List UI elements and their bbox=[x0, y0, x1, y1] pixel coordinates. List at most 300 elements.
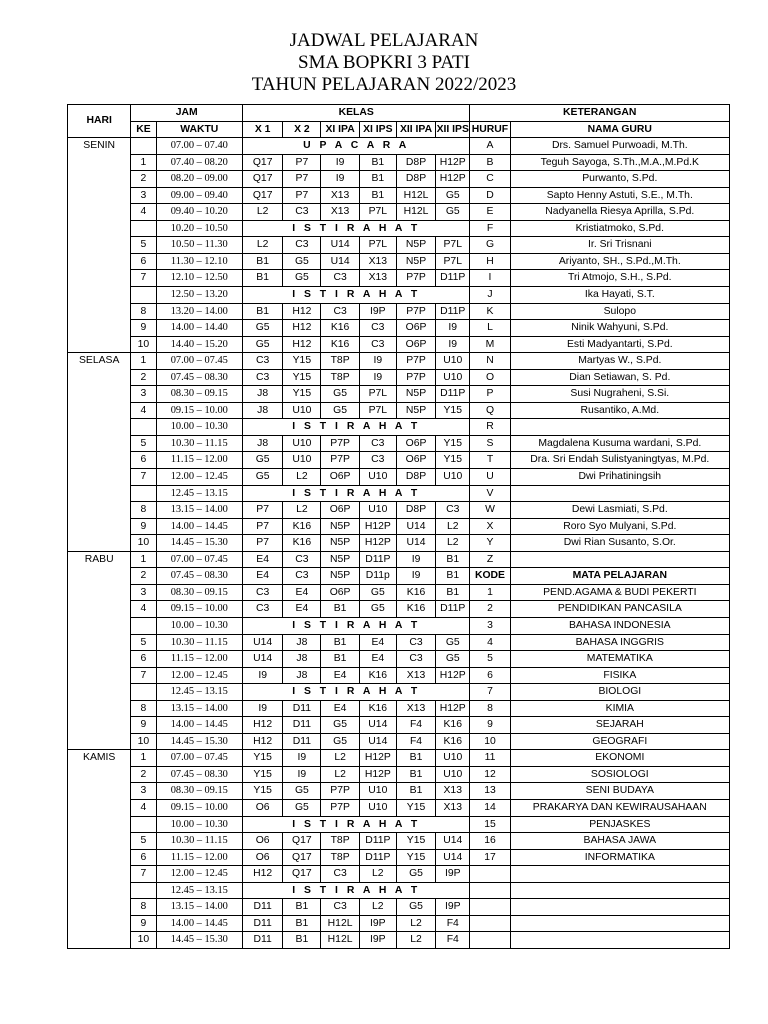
class-cell: E4 bbox=[243, 551, 283, 568]
table-row bbox=[68, 932, 730, 949]
table-row bbox=[68, 816, 730, 833]
table-row bbox=[68, 402, 730, 419]
teacher-code: B bbox=[470, 154, 510, 171]
period-number: 3 bbox=[131, 783, 156, 800]
class-cell: O6 bbox=[243, 849, 283, 866]
subject-name: PENDIDIKAN PANCASILA bbox=[510, 601, 729, 618]
period-time: 13.15 – 14.00 bbox=[156, 899, 243, 916]
break-label: I S T I R A H A T bbox=[243, 617, 470, 634]
class-cell: P7 bbox=[283, 154, 321, 171]
class-cell: C3 bbox=[321, 899, 359, 916]
class-cell: T8P bbox=[321, 849, 359, 866]
class-cell: J8 bbox=[243, 386, 283, 403]
class-cell: I9 bbox=[359, 353, 396, 370]
class-cell: Y15 bbox=[396, 799, 435, 816]
teacher-code: T bbox=[470, 452, 510, 469]
class-cell: X13 bbox=[436, 799, 470, 816]
class-cell: D8P bbox=[396, 171, 435, 188]
class-cell: P7 bbox=[243, 518, 283, 535]
class-cell: X13 bbox=[436, 783, 470, 800]
class-cell: B1 bbox=[283, 899, 321, 916]
class-cell: C3 bbox=[283, 551, 321, 568]
table-row bbox=[68, 882, 730, 899]
class-cell: T8P bbox=[321, 833, 359, 850]
class-cell: N5P bbox=[321, 551, 359, 568]
table-row bbox=[68, 750, 730, 767]
period-time: 14.00 – 14.45 bbox=[156, 518, 243, 535]
class-cell: C3 bbox=[321, 866, 359, 883]
class-cell: P7 bbox=[243, 535, 283, 552]
subject-code: 1 bbox=[470, 584, 510, 601]
day-label: SELASA bbox=[68, 353, 131, 552]
table-row bbox=[68, 684, 730, 701]
class-cell: N5P bbox=[321, 518, 359, 535]
class-cell: X13 bbox=[321, 187, 359, 204]
subject-code: 10 bbox=[470, 733, 510, 750]
period-number: 4 bbox=[131, 601, 156, 618]
table-row bbox=[68, 154, 730, 171]
class-cell: G5 bbox=[436, 651, 470, 668]
subject-code: 16 bbox=[470, 833, 510, 850]
class-cell: L2 bbox=[283, 502, 321, 519]
teacher-code: R bbox=[470, 419, 510, 436]
period-time: 14.00 – 14.45 bbox=[156, 717, 243, 734]
class-cell: C3 bbox=[396, 634, 435, 651]
period-number: 8 bbox=[131, 303, 156, 320]
table-row bbox=[68, 601, 730, 618]
break-label: I S T I R A H A T bbox=[243, 287, 470, 304]
class-cell: J8 bbox=[283, 651, 321, 668]
period-number: 3 bbox=[131, 584, 156, 601]
class-cell: G5 bbox=[359, 601, 396, 618]
break-label: I S T I R A H A T bbox=[243, 419, 470, 436]
period-number: 10 bbox=[131, 733, 156, 750]
class-cell: D11p bbox=[359, 568, 396, 585]
table-row bbox=[68, 469, 730, 486]
break-label: I S T I R A H A T bbox=[243, 882, 470, 899]
class-cell: E4 bbox=[283, 601, 321, 618]
class-cell: P7L bbox=[359, 386, 396, 403]
period-time: 08.30 – 09.15 bbox=[156, 584, 243, 601]
table-row bbox=[68, 138, 730, 155]
class-cell: Q17 bbox=[243, 171, 283, 188]
teacher-code: V bbox=[470, 485, 510, 502]
period-time: 07.45 – 08.30 bbox=[156, 766, 243, 783]
class-cell: B1 bbox=[283, 932, 321, 949]
class-cell: L2 bbox=[321, 750, 359, 767]
period-time: 14.45 – 15.30 bbox=[156, 535, 243, 552]
period-number bbox=[131, 684, 156, 701]
class-cell: D8P bbox=[396, 154, 435, 171]
empty-cell bbox=[510, 932, 729, 949]
table-row bbox=[68, 535, 730, 552]
teacher-name: Dra. Sri Endah Sulistyaningtyas, M.Pd. bbox=[510, 452, 729, 469]
class-cell: H12 bbox=[283, 303, 321, 320]
table-row bbox=[68, 452, 730, 469]
period-time: 14.00 – 14.40 bbox=[156, 320, 243, 337]
table-row bbox=[68, 733, 730, 750]
teacher-code: Q bbox=[470, 402, 510, 419]
class-cell: U14 bbox=[321, 253, 359, 270]
teacher-name: Nadyanella Riesya Aprilla, S.Pd. bbox=[510, 204, 729, 221]
table-row bbox=[68, 320, 730, 337]
class-cell: U14 bbox=[321, 237, 359, 254]
empty-cell bbox=[470, 932, 510, 949]
period-number: 5 bbox=[131, 634, 156, 651]
class-cell: B1 bbox=[396, 766, 435, 783]
teacher-code: J bbox=[470, 287, 510, 304]
class-cell: X13 bbox=[396, 700, 435, 717]
class-cell: D11 bbox=[243, 915, 283, 932]
table-row bbox=[68, 766, 730, 783]
class-cell: Q17 bbox=[283, 849, 321, 866]
period-time: 12.00 – 12.45 bbox=[156, 866, 243, 883]
table-row bbox=[68, 435, 730, 452]
teacher-code: S bbox=[470, 435, 510, 452]
period-time: 07.45 – 08.30 bbox=[156, 369, 243, 386]
subject-name: INFORMATIKA bbox=[510, 849, 729, 866]
period-time: 11.30 – 12.10 bbox=[156, 253, 243, 270]
class-cell: C3 bbox=[359, 452, 396, 469]
table-row bbox=[68, 204, 730, 221]
subject-code: 12 bbox=[470, 766, 510, 783]
teacher-code: K bbox=[470, 303, 510, 320]
period-time: 07.45 – 08.30 bbox=[156, 568, 243, 585]
table-row bbox=[68, 915, 730, 932]
subject-code: 3 bbox=[470, 617, 510, 634]
class-cell: U10 bbox=[359, 469, 396, 486]
class-cell: P7L bbox=[436, 253, 470, 270]
class-cell: J8 bbox=[283, 634, 321, 651]
teacher-code: X bbox=[470, 518, 510, 535]
day-label: SENIN bbox=[68, 138, 131, 353]
table-row bbox=[68, 783, 730, 800]
period-number: 1 bbox=[131, 154, 156, 171]
period-time: 10.30 – 11.15 bbox=[156, 435, 243, 452]
period-time: 11.15 – 12.00 bbox=[156, 849, 243, 866]
class-cell: G5 bbox=[396, 866, 435, 883]
class-cell: C3 bbox=[359, 320, 396, 337]
class-cell: B1 bbox=[359, 171, 396, 188]
class-cell: H12P bbox=[436, 154, 470, 171]
teacher-code: D bbox=[470, 187, 510, 204]
class-cell: K16 bbox=[283, 535, 321, 552]
subject-name: MATEMATIKA bbox=[510, 651, 729, 668]
class-cell: D11P bbox=[359, 833, 396, 850]
break-label: I S T I R A H A T bbox=[243, 220, 470, 237]
period-number: 1 bbox=[131, 750, 156, 767]
subject-name: PRAKARYA DAN KEWIRAUSAHAAN bbox=[510, 799, 729, 816]
table-row bbox=[68, 799, 730, 816]
class-cell: N5P bbox=[396, 237, 435, 254]
period-number: 2 bbox=[131, 171, 156, 188]
class-cell: Y15 bbox=[243, 766, 283, 783]
teacher-name: Dian Setiawan, S. Pd. bbox=[510, 369, 729, 386]
header-class: XII IPA bbox=[396, 121, 435, 138]
teacher-code: C bbox=[470, 171, 510, 188]
empty-cell bbox=[510, 899, 729, 916]
class-cell: H12P bbox=[359, 518, 396, 535]
table-row bbox=[68, 866, 730, 883]
teacher-code: Z bbox=[470, 551, 510, 568]
class-cell: N5P bbox=[396, 402, 435, 419]
table-row bbox=[68, 386, 730, 403]
header-keterangan: KETERANGAN bbox=[470, 105, 730, 122]
class-cell: H12L bbox=[321, 915, 359, 932]
class-cell: B1 bbox=[396, 783, 435, 800]
document-title: JADWAL PELAJARAN bbox=[289, 30, 479, 51]
teacher-code: M bbox=[470, 336, 510, 353]
period-time: 07.00 – 07.45 bbox=[156, 353, 243, 370]
class-cell: T8P bbox=[321, 353, 359, 370]
table-row bbox=[68, 336, 730, 353]
class-cell: B1 bbox=[359, 187, 396, 204]
class-cell: G5 bbox=[243, 469, 283, 486]
class-cell: U10 bbox=[359, 502, 396, 519]
period-time: 12.45 – 13.15 bbox=[156, 485, 243, 502]
period-time: 09.15 – 10.00 bbox=[156, 601, 243, 618]
class-cell: U10 bbox=[436, 750, 470, 767]
period-number: 5 bbox=[131, 833, 156, 850]
class-cell: B1 bbox=[359, 154, 396, 171]
period-time: 12.45 – 13.15 bbox=[156, 882, 243, 899]
class-cell: H12P bbox=[359, 766, 396, 783]
class-cell: B1 bbox=[321, 634, 359, 651]
table-row bbox=[68, 419, 730, 436]
table-row bbox=[68, 303, 730, 320]
header-waktu: WAKTU bbox=[156, 121, 243, 138]
period-time: 14.45 – 15.30 bbox=[156, 733, 243, 750]
class-cell: C3 bbox=[243, 369, 283, 386]
class-cell: Q17 bbox=[243, 154, 283, 171]
table-row bbox=[68, 849, 730, 866]
class-cell: L2 bbox=[436, 535, 470, 552]
class-cell: D11 bbox=[283, 717, 321, 734]
class-cell: O6P bbox=[321, 469, 359, 486]
class-cell: O6P bbox=[396, 320, 435, 337]
teacher-name: Esti Madyantarti, S.Pd. bbox=[510, 336, 729, 353]
break-label: I S T I R A H A T bbox=[243, 816, 470, 833]
class-cell: C3 bbox=[283, 568, 321, 585]
class-cell: D8P bbox=[396, 502, 435, 519]
class-cell: G5 bbox=[321, 386, 359, 403]
empty-cell bbox=[470, 899, 510, 916]
class-cell: H12P bbox=[436, 700, 470, 717]
teacher-name: Ir. Sri Trisnani bbox=[510, 237, 729, 254]
class-cell: N5P bbox=[321, 568, 359, 585]
class-cell: U14 bbox=[359, 717, 396, 734]
class-cell: N5P bbox=[396, 253, 435, 270]
class-cell: U10 bbox=[436, 369, 470, 386]
period-number: 8 bbox=[131, 700, 156, 717]
period-number: 9 bbox=[131, 518, 156, 535]
class-cell: G5 bbox=[283, 799, 321, 816]
period-time: 09.00 – 09.40 bbox=[156, 187, 243, 204]
class-cell: D8P bbox=[396, 469, 435, 486]
teacher-name: Roro Syo Mulyani, S.Pd. bbox=[510, 518, 729, 535]
class-cell: G5 bbox=[283, 783, 321, 800]
subject-code: 5 bbox=[470, 651, 510, 668]
class-cell: O6P bbox=[396, 336, 435, 353]
class-cell: I9P bbox=[359, 303, 396, 320]
class-cell: U10 bbox=[436, 353, 470, 370]
teacher-code: F bbox=[470, 220, 510, 237]
subject-name: SOSIOLOGI bbox=[510, 766, 729, 783]
class-cell: U14 bbox=[396, 535, 435, 552]
class-cell: Y15 bbox=[283, 369, 321, 386]
header-mata-pelajaran: MATA PELAJARAN bbox=[510, 568, 729, 585]
class-cell: U14 bbox=[436, 833, 470, 850]
class-cell: H12 bbox=[243, 733, 283, 750]
class-cell: P7 bbox=[243, 502, 283, 519]
class-cell: I9 bbox=[436, 320, 470, 337]
class-cell: N5P bbox=[396, 386, 435, 403]
class-cell: Q17 bbox=[283, 866, 321, 883]
class-cell: P7P bbox=[321, 452, 359, 469]
school-name: SMA BOPKRI 3 PATI bbox=[298, 52, 470, 73]
empty-cell bbox=[470, 882, 510, 899]
period-number: 7 bbox=[131, 469, 156, 486]
empty-cell bbox=[470, 866, 510, 883]
period-time: 12.45 – 13.15 bbox=[156, 684, 243, 701]
class-cell: P7L bbox=[359, 237, 396, 254]
class-cell: H12P bbox=[359, 535, 396, 552]
day-label: RABU bbox=[68, 551, 131, 750]
class-cell: O6 bbox=[243, 833, 283, 850]
teacher-code: I bbox=[470, 270, 510, 287]
subject-name: FISIKA bbox=[510, 667, 729, 684]
empty-cell bbox=[510, 866, 729, 883]
period-time: 09.15 – 10.00 bbox=[156, 402, 243, 419]
class-cell: G5 bbox=[321, 402, 359, 419]
header-class: XI IPA bbox=[321, 121, 359, 138]
table-row bbox=[68, 237, 730, 254]
class-cell: P7L bbox=[436, 237, 470, 254]
empty-cell bbox=[510, 882, 729, 899]
subject-name: BAHASA INDONESIA bbox=[510, 617, 729, 634]
period-time: 08.30 – 09.15 bbox=[156, 783, 243, 800]
class-cell: E4 bbox=[359, 651, 396, 668]
subject-name: GEOGRAFI bbox=[510, 733, 729, 750]
teacher-name: Teguh Sayoga, S.Th.,M.A.,M.Pd.K bbox=[510, 154, 729, 171]
class-cell: L2 bbox=[321, 766, 359, 783]
header-row bbox=[68, 121, 730, 138]
period-number: 5 bbox=[131, 435, 156, 452]
subject-name: EKONOMI bbox=[510, 750, 729, 767]
class-cell: U10 bbox=[283, 452, 321, 469]
period-time: 10.50 – 11.30 bbox=[156, 237, 243, 254]
subject-name: KIMIA bbox=[510, 700, 729, 717]
subject-code: 8 bbox=[470, 700, 510, 717]
class-cell: H12 bbox=[283, 320, 321, 337]
teacher-code: A bbox=[470, 138, 510, 155]
teacher-name: Tri Atmojo, S.H., S.Pd. bbox=[510, 270, 729, 287]
class-cell: P7L bbox=[359, 402, 396, 419]
subject-name: BAHASA JAWA bbox=[510, 833, 729, 850]
table-row bbox=[68, 833, 730, 850]
teacher-code: Y bbox=[470, 535, 510, 552]
period-time: 10.20 – 10.50 bbox=[156, 220, 243, 237]
header-nama-guru: NAMA GURU bbox=[510, 121, 729, 138]
period-time: 10.00 – 10.30 bbox=[156, 419, 243, 436]
period-time: 07.00 – 07.40 bbox=[156, 138, 243, 155]
class-cell: K16 bbox=[436, 733, 470, 750]
period-number: 9 bbox=[131, 717, 156, 734]
subject-name: SEJARAH bbox=[510, 717, 729, 734]
period-number: 3 bbox=[131, 187, 156, 204]
class-cell: E4 bbox=[321, 700, 359, 717]
class-cell: I9 bbox=[283, 766, 321, 783]
table-row bbox=[68, 551, 730, 568]
class-cell: G5 bbox=[283, 253, 321, 270]
period-time: 12.00 – 12.45 bbox=[156, 667, 243, 684]
class-cell: U10 bbox=[283, 435, 321, 452]
class-cell: U10 bbox=[283, 402, 321, 419]
break-label: I S T I R A H A T bbox=[243, 684, 470, 701]
class-cell: U10 bbox=[359, 783, 396, 800]
class-cell: K16 bbox=[321, 320, 359, 337]
teacher-name: Drs. Samuel Purwoadi, M.Th. bbox=[510, 138, 729, 155]
class-cell: Y15 bbox=[436, 435, 470, 452]
class-cell: P7P bbox=[321, 435, 359, 452]
class-cell: G5 bbox=[243, 452, 283, 469]
teacher-code: W bbox=[470, 502, 510, 519]
class-cell: B1 bbox=[321, 601, 359, 618]
class-cell: U14 bbox=[436, 849, 470, 866]
table-row bbox=[68, 253, 730, 270]
teacher-name: Dwi Rian Susanto, S.Or. bbox=[510, 535, 729, 552]
header-class: X 2 bbox=[283, 121, 321, 138]
period-number: 5 bbox=[131, 237, 156, 254]
teacher-name bbox=[510, 419, 729, 436]
period-number: 7 bbox=[131, 866, 156, 883]
period-time: 14.00 – 14.45 bbox=[156, 915, 243, 932]
class-cell: X13 bbox=[359, 253, 396, 270]
break-label: U P A C A R A bbox=[243, 138, 470, 155]
teacher-name: Sulopo bbox=[510, 303, 729, 320]
class-cell: Y15 bbox=[436, 402, 470, 419]
class-cell: D11P bbox=[359, 551, 396, 568]
teacher-name: Magdalena Kusuma wardani, S.Pd. bbox=[510, 435, 729, 452]
class-cell: H12P bbox=[359, 750, 396, 767]
class-cell: X13 bbox=[359, 270, 396, 287]
class-cell: E4 bbox=[283, 584, 321, 601]
period-time: 07.00 – 07.45 bbox=[156, 551, 243, 568]
period-time: 08.20 – 09.00 bbox=[156, 171, 243, 188]
class-cell: I9 bbox=[436, 336, 470, 353]
class-cell: B1 bbox=[243, 303, 283, 320]
period-time: 08.30 – 09.15 bbox=[156, 386, 243, 403]
subject-name: PEND.AGAMA & BUDI PEKERTI bbox=[510, 584, 729, 601]
teacher-name: Rusantiko, A.Md. bbox=[510, 402, 729, 419]
class-cell: C3 bbox=[283, 237, 321, 254]
subject-name: PENJASKES bbox=[510, 816, 729, 833]
period-time: 09.40 – 10.20 bbox=[156, 204, 243, 221]
period-number: 10 bbox=[131, 932, 156, 949]
teacher-code: L bbox=[470, 320, 510, 337]
class-cell: B1 bbox=[243, 270, 283, 287]
class-cell: G5 bbox=[436, 634, 470, 651]
period-number: 2 bbox=[131, 568, 156, 585]
class-cell: Y15 bbox=[243, 750, 283, 767]
period-number: 6 bbox=[131, 849, 156, 866]
period-time: 14.40 – 15.20 bbox=[156, 336, 243, 353]
class-cell: U14 bbox=[359, 733, 396, 750]
teacher-code: O bbox=[470, 369, 510, 386]
class-cell: C3 bbox=[321, 303, 359, 320]
class-cell: T8P bbox=[321, 369, 359, 386]
class-cell: D11P bbox=[436, 270, 470, 287]
